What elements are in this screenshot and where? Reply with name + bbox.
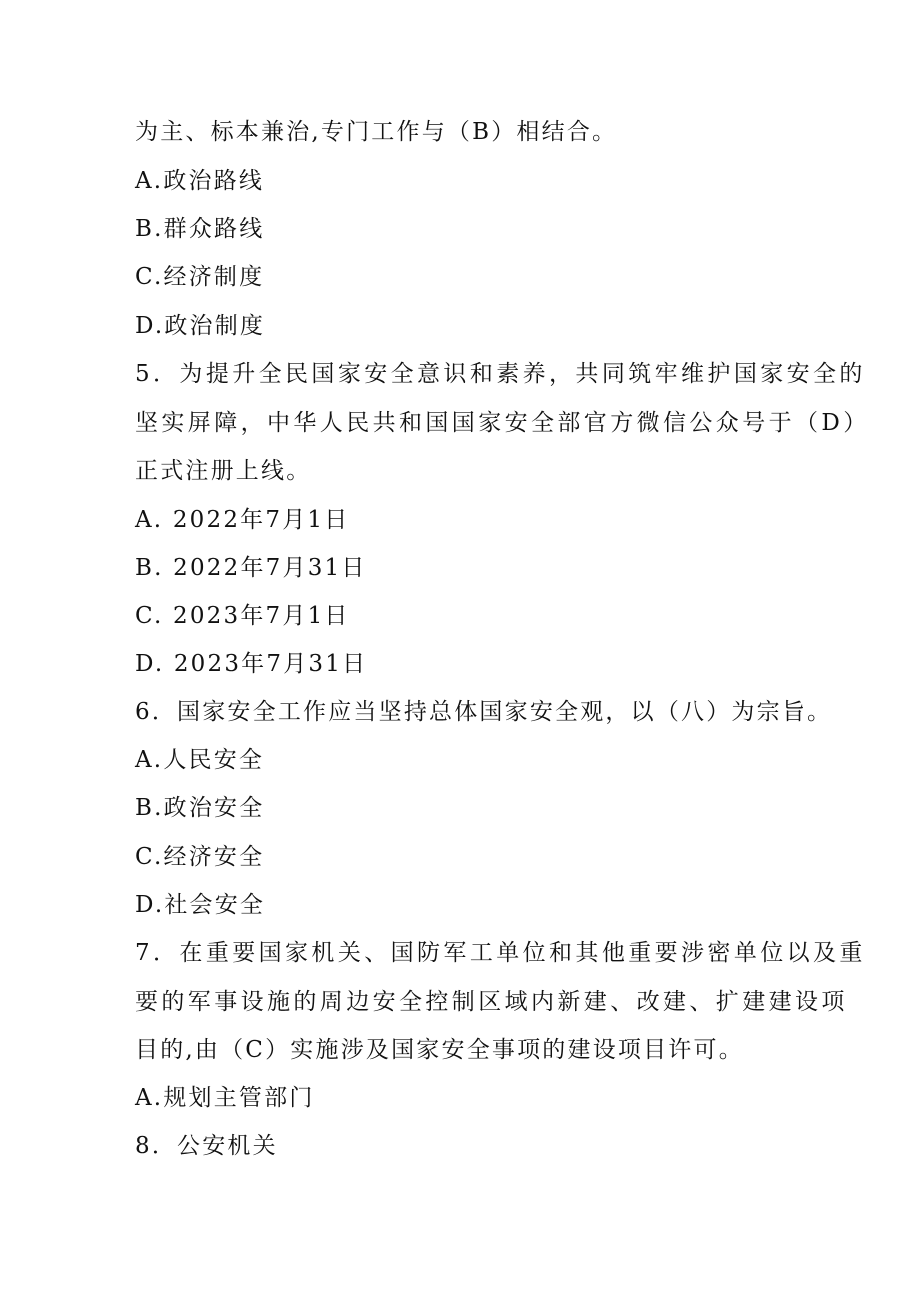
q5-option-a: A. 2022年7月1日 bbox=[135, 507, 350, 533]
question-7-line-1: 7．在重要国家机关、国防军工单位和其他重要涉密单位以及重 bbox=[135, 940, 866, 966]
q5-option-c: C. 2023年7月1日 bbox=[135, 603, 350, 629]
q6-option-d: D.社会安全 bbox=[135, 892, 266, 918]
question-5-line-3: 正式注册上线。 bbox=[135, 458, 312, 484]
question-6-text: 6．国家安全工作应当坚持总体国家安全观，以（八）为宗旨。 bbox=[135, 699, 833, 725]
question-7-line-2: 要的军事设施的周边安全控制区域内新建、改建、扩建建设项 bbox=[135, 989, 848, 1015]
q6-option-c: C.经济安全 bbox=[135, 844, 265, 870]
q5-option-b: B. 2022年7月31日 bbox=[135, 555, 367, 581]
q7-option-a: A.规划主管部门 bbox=[135, 1085, 315, 1111]
q5-option-d: D. 2023年7月31日 bbox=[135, 651, 368, 677]
q4-option-a: A.政治路线 bbox=[135, 168, 265, 194]
question-5-line-1: 5．为提升全民国家安全意识和素养，共同筑牢维护国家安全的 bbox=[135, 361, 866, 387]
question-4-text-end: 为主、标本兼治,专门工作与（B）相结合。 bbox=[135, 119, 618, 145]
q4-option-b: B.群众路线 bbox=[135, 216, 265, 242]
q4-option-d: D.政治制度 bbox=[135, 313, 266, 339]
question-5-line-2: 坚实屏障，中华人民共和国国家安全部官方微信公众号于（D） bbox=[135, 410, 870, 436]
question-7-line-3: 目的,由（C）实施涉及国家安全事项的建设项目许可。 bbox=[135, 1037, 744, 1063]
q6-option-b: B.政治安全 bbox=[135, 795, 265, 821]
q6-option-a: A.人民安全 bbox=[135, 747, 265, 773]
q4-option-c: C.经济制度 bbox=[135, 264, 265, 290]
question-8-text: 8．公安机关 bbox=[135, 1133, 278, 1159]
